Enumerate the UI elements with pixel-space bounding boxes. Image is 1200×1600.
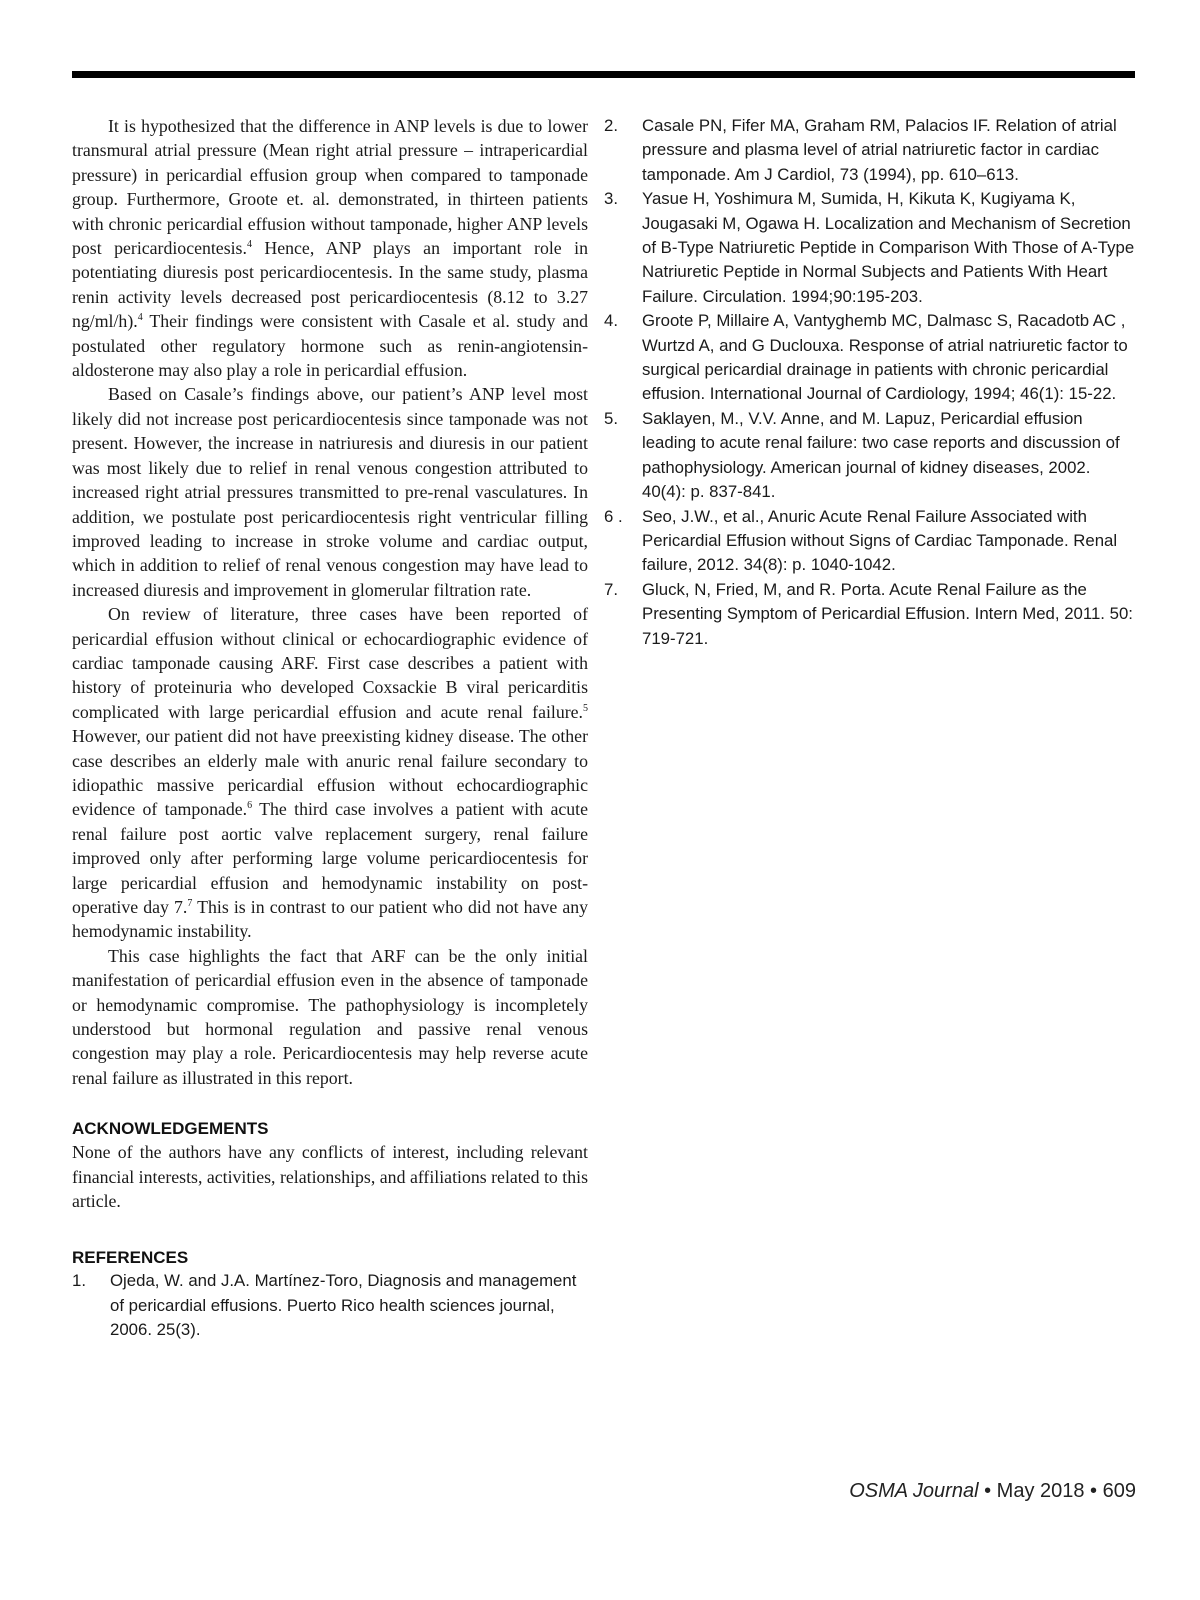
acknowledgements-heading: ACKNOWLEDGEMENTS (72, 1119, 269, 1139)
issue-date: May 2018 (996, 1480, 1085, 1502)
page-number: 609 (1102, 1480, 1136, 1502)
page-footer: OSMA Journal • May 2018 • 609 (849, 1480, 1136, 1502)
citation-superscript: 4 (246, 239, 252, 251)
body-paragraph-3: On review of literature, three cases have been reported of pericardial effusion without clinical or echocardiographic evidence of cardiac tamponade causing ARF. First case describes a patient with history of proteinuria who developed Coxsackie B viral pericarditis complicated with large pericardial effusion and acute renal failure.$^5$ However, our patient did not have preexisting kidney disease. The other case describes an elderly male with anuric renal failure secondary to idiopathic massive pericardial effusion without echocardiographic evidence of tamponade.$^6$ The third case involves a patient with acute renal failure post aortic valve replacement surgery, renal failure improved only after performing large volume pericardiocentesis for large pericardial effusion and hemodynamic instability on post-operative day 7.$^7$ This is in contrast to our patient who did not have any hemodynamic instability. (72, 604, 589, 942)
reference-item: 5. Saklayen, M., V.V. Anne, and M. Lapuz, Pericardial effusion leading to acute renal failure: two case reports and discussion of pathophysiology. American journal of kidney diseases, 2002. 40(4): p. 837-841. (604, 408, 1120, 502)
reference-item: 1. Ojeda, W. and J.A. Martínez-Toro, Diagnosis and management of pericardial effusions. Puerto Rico health sciences journal, 2006. 25(3). (72, 1271, 577, 1340)
reference-item: 4. Groote P, Millaire A, Vantyghemb MC, Dalmasc S, Racadotb AC , Wurtzd A, and G Duclouxa. Response of atrial natriuretic factor to surgical pericardial drainage in patients with chronic pericardial effusion. International Journal of Cardiology, 1994; 46(1): 15-22. (604, 311, 1128, 404)
acknowledgements-text: None of the authors have any conflicts of interest, including relevant financial interests, activities, relationships, and affiliations related to this article. (72, 1142, 588, 1212)
reference-list-left (72, 1269, 588, 1342)
right-column (604, 114, 1136, 651)
header-rule (72, 71, 1135, 78)
journal-name: OSMA Journal (849, 1480, 979, 1502)
body-paragraph-1: It is hypothesized that the difference in ANP levels is due to lower transmural atrial pressure (Mean right atrial pressure – intrapericardial pressure) in pericardial effusion group when compared to tamponade group. Furthermore, Groote et. al. demonstrated, in thirteen patients with chronic pericardial effusion without tamponade, higher ANP levels post pericardiocentesis.$^4$ Hence, ANP plays an important role in potentiating diuresis post pericardiocentesis. In the same study, plasma renin activity levels decreased post pericardiocentesis (8.12 to 3.27 ng/ml/h).$^4$ Their findings were consistent with Casale et al. study and postulated other regulatory hormone such as renin-angiotensin-aldosterone may also play a role in pericardial effusion. (72, 116, 589, 381)
references-heading: REFERENCES (72, 1248, 189, 1268)
citation-superscript: 7 (187, 898, 193, 910)
reference-item: 3. Yasue H, Yoshimura M, Sumida, H, Kikuta K, Kugiyama K, Jougasaki M, Ogawa H. Localization and Mechanism of Secretion of B-Type Natriuretic Peptide in Comparison With Those of A-Type Natriuretic Peptide in Normal Subjects and Patients With Heart Failure. Circulation. 1994;90:195-203. (604, 189, 1135, 306)
left-column (72, 114, 588, 1343)
body-paragraph-4: This case highlights the fact that ARF can be the only initial manifestation of pericardial effusion even in the absence of tamponade or hemodynamic compromise. The pathophysiology is incompletely understood but hormonal regulation and passive renal venous congestion may play a role. Pericardiocentesis may help reverse acute renal failure as illustrated in this report. (72, 945, 588, 1088)
reference-list-right (604, 114, 1136, 651)
citation-superscript: 5 (583, 702, 588, 714)
citation-superscript: 6 (247, 800, 253, 812)
body-paragraph-2: Based on Casale’s findings above, our patient’s ANP level most likely did not increase post pericardiocentesis since tamponade was not present. However, the increase in natriuresis and diuresis in our patient was most likely due to relief in renal venous congestion attributed to increased right atrial pressures transmitted to pre-renal vasculatures. In addition, we postulate post pericardiocentesis right ventricular filling improved leading to increase in stroke volume and cardiac output, which in addition to relief of renal venous congestion may have lead to increased diuresis and improvement in glomerular filtration rate. (72, 384, 588, 600)
reference-item: 7. Gluck, N, Fried, M, and R. Porta. Acute Renal Failure as the Presenting Symptom of Pericardial Effusion. Intern Med, 2011. 50: 719-721. (604, 579, 1133, 648)
reference-item: 6 . Seo, J.W., et al., Anuric Acute Renal Failure Associated with Pericardial Effusion without Signs of Cardiac Tamponade. Renal failure, 2012. 34(8): p. 1040-1042. (604, 506, 1118, 575)
reference-item: 2. Casale PN, Fifer MA, Graham RM, Palacios IF. Relation of atrial pressure and plasma level of atrial natriuretic factor in cardiac tamponade. Am J Cardiol, 73 (1994), pp. 610–613. (604, 116, 1117, 184)
citation-superscript: 4 (137, 312, 143, 324)
